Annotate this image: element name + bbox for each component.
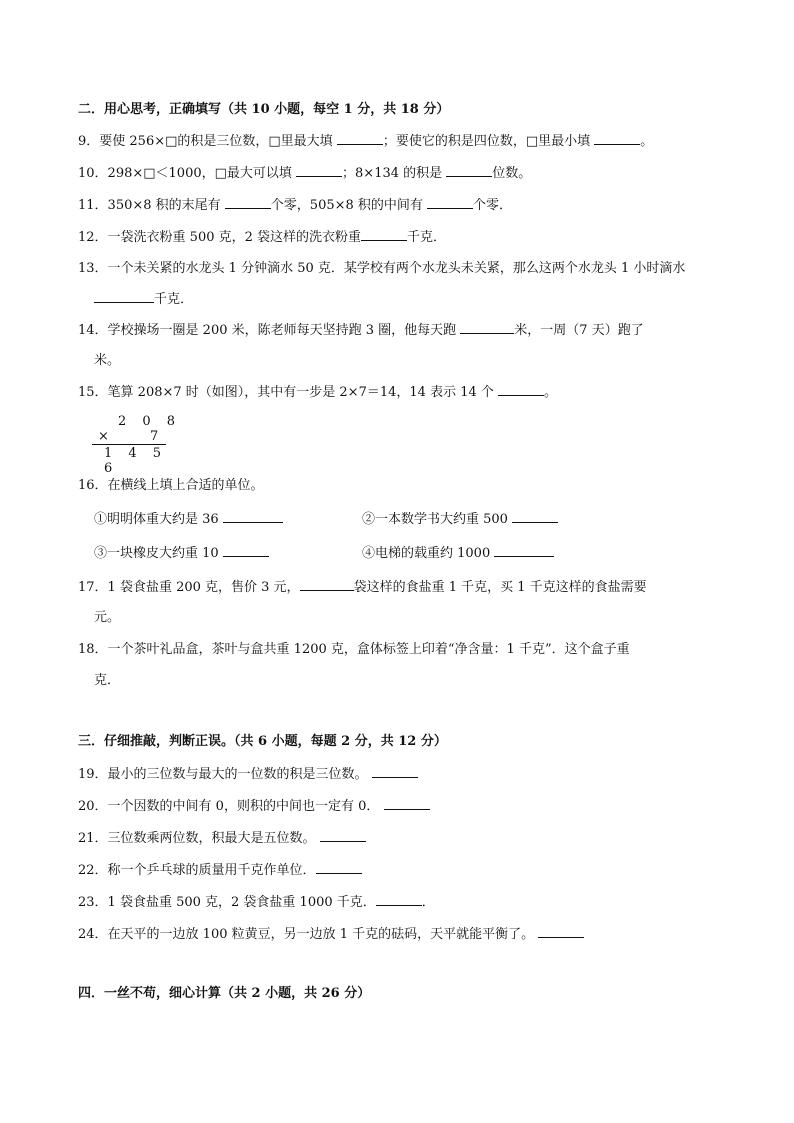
question-10: 10．298×□＜1000，□最大可以填 ；8×134 的积是 位数。: [78, 166, 532, 181]
vertical-multiplication-figure: [92, 414, 182, 476]
question-13: 13．一个未关紧的水龙头 1 分钟滴水 50 克．某学校有两个水龙头未关紧，那么这两个水龙头 1 小时滴水: [78, 261, 686, 276]
section-3-title: 三．仔细推敲，判断正误。（共 6 小题，每题 2 分，共 12 分）: [78, 734, 447, 749]
answer-blank[interactable]: [460, 321, 514, 334]
question-24: 24．在天平的一边放 100 粒黄豆，另一边放 1 千克的砝码，天平就能平衡了。: [78, 925, 584, 944]
answer-blank[interactable]: [498, 383, 544, 396]
multiplier: 7: [150, 429, 165, 444]
question-17: 17．1 袋食盐重 200 克，售价 3 元， 袋这样的食盐重 1 千克，买 1 千克这样的食盐需要: [78, 580, 647, 595]
answer-blank[interactable]: [320, 829, 366, 842]
question-12: 12．一袋洗衣粉重 500 克，2 袋这样的洗衣粉重 千克．: [78, 230, 447, 245]
question-17-continued: 元。: [94, 610, 121, 625]
answer-blank[interactable]: [384, 797, 430, 810]
answer-blank[interactable]: [512, 510, 558, 523]
question-16-item-2: ②一本数学书大约重 500: [362, 510, 558, 529]
question-15: 15．笔算 208×7 时（如图），其中有一步是 2×7＝14，14 表示 14 个 。: [78, 385, 558, 400]
question-9: 9．要使 256×□的积是三位数，□里最大填 ；要使它的积是四位数，□里最小填 。: [78, 134, 654, 149]
question-18: 18．一个茶叶礼品盒，茶叶与盒共重 1200 克，盒体标签上印着“净含量：1 千克”．这个盒子重: [78, 642, 630, 657]
answer-blank[interactable]: [376, 893, 422, 906]
question-14-continued: 米。: [94, 353, 121, 368]
question-18-continued: 克．: [94, 673, 121, 688]
section-2-title: 二．用心思考，正确填写（共 10 小题，每空 1 分，共 18 分）: [78, 102, 450, 117]
question-23: 23．1 袋食盐重 500 克，2 袋食盐重 1000 千克． ．: [78, 895, 435, 910]
answer-blank[interactable]: [538, 925, 584, 938]
answer-blank[interactable]: [337, 132, 383, 145]
question-21: 21．三位数乘两位数，积最大是五位数。: [78, 829, 366, 848]
answer-blank[interactable]: [494, 544, 554, 557]
answer-blank[interactable]: [94, 290, 154, 303]
product: 1 4 5 6: [104, 446, 168, 476]
answer-blank[interactable]: [594, 132, 640, 145]
question-14: 14．学校操场一圈是 200 米，陈老师每天坚持跑 3 圈，他每天跑 米，一周（7 天）跑了: [78, 323, 644, 338]
question-16-item-3: ③一块橡皮大约重 10: [94, 544, 269, 563]
question-16-item-4: ④电梯的载重约 1000: [362, 544, 554, 563]
answer-blank[interactable]: [427, 196, 473, 209]
question-20: 20．一个因数的中间有 0，则积的中间也一定有 0．: [78, 797, 430, 816]
answer-blank[interactable]: [372, 765, 418, 778]
question-16-title: 16．在横线上填上合适的单位。: [78, 478, 264, 493]
multiply-sign: ×: [98, 429, 115, 444]
multiplicand: 2 0 8: [118, 414, 182, 429]
question-13-continued: 千克．: [94, 290, 193, 309]
answer-blank[interactable]: [316, 861, 362, 874]
question-19: 19．最小的三位数与最大的一位数的积是三位数。: [78, 765, 418, 784]
answer-blank[interactable]: [296, 164, 342, 177]
result-line: [92, 444, 166, 445]
answer-blank[interactable]: [300, 578, 354, 591]
question-22: 22．称一个乒乓球的质量用千克作单位．: [78, 861, 362, 880]
answer-blank[interactable]: [223, 510, 283, 523]
answer-blank[interactable]: [446, 164, 492, 177]
question-16-item-1: ①明明体重大约是 36: [94, 510, 283, 529]
answer-blank[interactable]: [225, 196, 271, 209]
section-4-title: 四．一丝不苟，细心计算（共 2 小题，共 26 分）: [78, 986, 371, 1001]
question-11: 11．350×8 积的末尾有 个零，505×8 积的中间有 个零．: [78, 198, 513, 213]
answer-blank[interactable]: [361, 228, 407, 241]
answer-blank[interactable]: [223, 544, 269, 557]
